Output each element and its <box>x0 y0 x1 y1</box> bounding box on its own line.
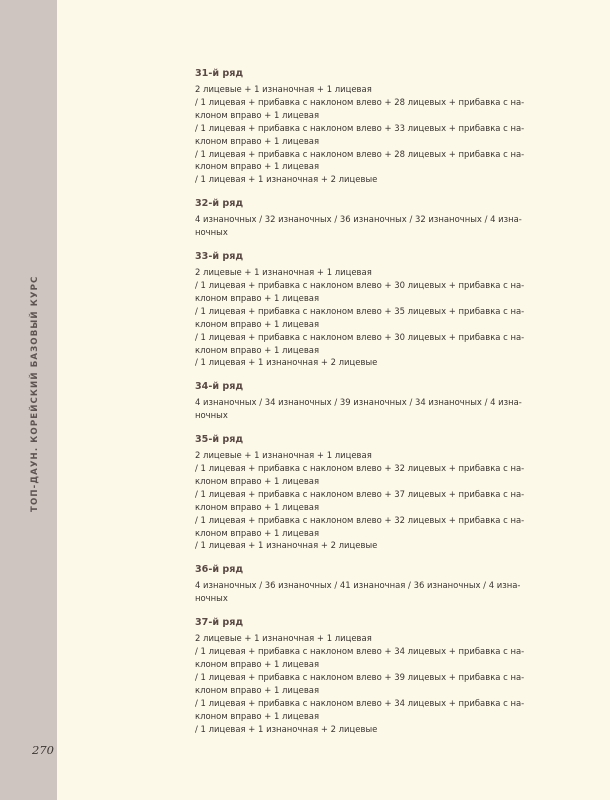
instruction-line: / 1 лицевая + 1 изнаночная + 2 лицевые <box>195 723 378 734</box>
instruction-line: / 1 лицевая + прибавка с наклоном влево + 32 лицевых + прибавка с на- <box>195 463 525 474</box>
instruction-line: клоном вправо + 1 лицевая <box>195 659 320 669</box>
instruction-line: клоном вправо + 1 лицевая <box>195 684 320 695</box>
instruction-line: клоном вправо + 1 лицевая <box>195 109 320 120</box>
instruction-line: / 1 лицевая + прибавка с наклоном влево + 34 лицевых + прибавка с на- <box>195 697 525 708</box>
instruction-line: ночных <box>195 410 228 421</box>
row-title: 33-й ряд <box>195 251 244 263</box>
instruction-line: / 1 лицевая + прибавка с наклоном влево + 28 лицевых + прибавка с на- <box>195 96 525 107</box>
instruction-line: 2 лицевые + 1 изнаночная + 1 лицевая <box>195 450 372 461</box>
instruction-line: / 1 лицевая + прибавка с наклоном влево + 32 лицевых + прибавка с на- <box>195 514 525 525</box>
instruction-line: клоном вправо + 1 лицевая <box>195 527 320 538</box>
row-section <box>195 67 535 186</box>
instruction-line: / 1 лицевая + прибавка с наклоном влево + 33 лицевых + прибавка с на- <box>195 122 525 133</box>
row-title: 34-й ряд <box>195 381 244 393</box>
row-section <box>195 250 535 369</box>
instruction-line: / 1 лицевая + прибавка с наклоном влево + 39 лицевых + прибавка с на- <box>195 671 525 682</box>
row-section <box>195 433 535 552</box>
instruction-line: / 1 лицевая + 1 изнаночная + 2 лицевые <box>195 540 378 551</box>
row-title: 32-й ряд <box>195 198 244 210</box>
instruction-line: клоном вправо + 1 лицевая <box>195 344 320 355</box>
instruction-line: 2 лицевые + 1 изнаночная + 1 лицевая <box>195 84 372 94</box>
instruction-line: 4 изнаночных / 34 изнаночных / 39 изнаночных / 34 изнаночных / 4 изна- <box>195 397 522 408</box>
instruction-line: / 1 лицевая + прибавка с наклоном влево + 28 лицевых + прибавка с на- <box>195 148 525 159</box>
row-section <box>195 197 535 239</box>
instruction-line: / 1 лицевая + прибавка с наклоном влево + 30 лицевых + прибавка с на- <box>195 279 525 290</box>
instruction-line: / 1 лицевая + прибавка с наклоном влево + 37 лицевых + прибавка с на- <box>195 488 525 499</box>
page-number: 270 <box>32 743 54 757</box>
instruction-line: / 1 лицевая + прибавка с наклоном влево + 34 лицевых + прибавка с на- <box>195 646 525 657</box>
row-title: 35-й ряд <box>195 434 244 446</box>
instruction-line: клоном вправо + 1 лицевая <box>195 161 320 172</box>
row-title: 31-й ряд <box>195 68 244 79</box>
instruction-line: ночных <box>195 593 228 604</box>
instruction-line: / 1 лицевая + 1 изнаночная + 2 лицевые <box>195 357 378 368</box>
row-section <box>195 380 535 422</box>
instruction-line: 2 лицевые + 1 изнаночная + 1 лицевая <box>195 267 372 278</box>
instruction-line: клоном вправо + 1 лицевая <box>195 475 320 486</box>
instruction-line: 2 лицевые + 1 изнаночная + 1 лицевая <box>195 633 372 644</box>
side-band <box>0 0 57 800</box>
instruction-line: / 1 лицевая + прибавка с наклоном влево + 35 лицевых + прибавка с на- <box>195 305 525 316</box>
instruction-line: клоном вправо + 1 лицевая <box>195 501 320 512</box>
row-section <box>195 563 535 605</box>
instruction-line: ночных <box>195 227 228 238</box>
instruction-line: 4 изнаночных / 36 изнаночных / 41 изнаночная / 36 изнаночных / 4 изна- <box>195 580 521 591</box>
instruction-line: / 1 лицевая + прибавка с наклоном влево + 30 лицевых + прибавка с на- <box>195 331 525 342</box>
instruction-line: клоном вправо + 1 лицевая <box>195 318 320 329</box>
instruction-line: / 1 лицевая + 1 изнаночная + 2 лицевые <box>195 174 378 185</box>
instruction-line: 4 изнаночных / 32 изнаночных / 36 изнаночных / 32 изнаночных / 4 изна- <box>195 214 522 225</box>
instruction-line: клоном вправо + 1 лицевая <box>195 292 320 303</box>
page-body <box>195 67 535 746</box>
row-section <box>195 616 535 735</box>
row-title: 37-й ряд <box>195 617 244 629</box>
running-header: ТОП-ДАУН. КОРЕЙСКИЙ БАЗОВЫЙ КУРС <box>30 275 40 512</box>
row-title: 36-й ряд <box>195 564 244 576</box>
instruction-line: клоном вправо + 1 лицевая <box>195 135 320 146</box>
instruction-line: клоном вправо + 1 лицевая <box>195 710 320 721</box>
